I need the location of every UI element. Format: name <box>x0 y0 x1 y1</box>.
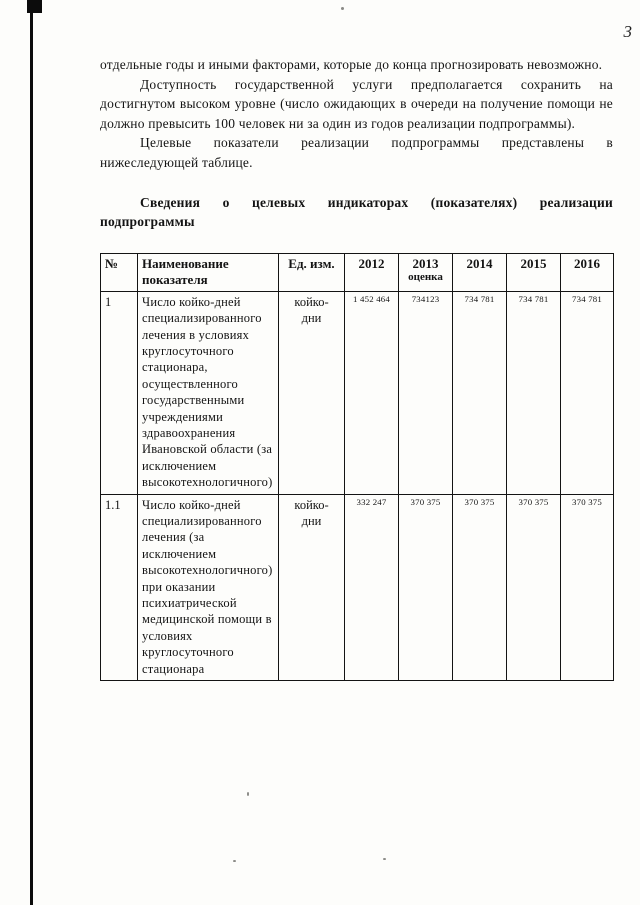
document-content <box>100 55 613 681</box>
value-2015: 370 375 <box>507 494 561 680</box>
year-2013-note: оценка <box>408 270 443 283</box>
indicator-unit <box>279 494 345 680</box>
paragraph-availability: Доступность государственной услуги предполагается сохранить на достигнутом высоком уровне (число ожидающих в очереди на получение помощи не должно превысить 100 человек ни за один из годов реализации подпрограммы). <box>100 76 613 131</box>
column-header-2013 <box>399 253 453 291</box>
value-2013: 734123 <box>399 291 453 494</box>
table-header-row <box>101 253 614 291</box>
value-2012: 1 452 464 <box>345 291 399 494</box>
value-2013: 370 375 <box>399 494 453 680</box>
row-number: 1 <box>101 291 138 494</box>
value-2014: 734 781 <box>453 291 507 494</box>
column-header-number: № <box>101 253 138 291</box>
column-header-2016: 2016 <box>561 253 614 291</box>
indicator-unit-text: койко-дни <box>294 294 329 325</box>
table-heading: Сведения о целевых индикаторах (показателях) реализации подпрограммы <box>100 194 613 230</box>
scan-speckle <box>233 860 236 862</box>
indicator-name: Число койко-дней специализированного лечения (за исключением высокотехнологичного) при оказании психиатрической медицинской помощи в условиях круглосуточного стационара <box>138 494 279 680</box>
value-2016: 370 375 <box>561 494 614 680</box>
value-2014: 370 375 <box>453 494 507 680</box>
column-header-name: Наименование показателя <box>138 253 279 291</box>
indicator-unit <box>279 291 345 494</box>
row-number: 1.1 <box>101 494 138 680</box>
column-header-2012: 2012 <box>345 253 399 291</box>
column-header-2014: 2014 <box>453 253 507 291</box>
year-2013-label: 2013 <box>412 255 439 271</box>
scan-corner-mark <box>27 0 42 13</box>
value-2012: 332 247 <box>345 494 399 680</box>
scan-speckle <box>383 858 386 860</box>
value-2015: 734 781 <box>507 291 561 494</box>
column-header-unit: Ед. изм. <box>279 253 345 291</box>
page-number: 3 <box>623 22 632 41</box>
paragraph-targets: Целевые показатели реализации подпрограммы представлены в нижеследующей таблице. <box>100 135 613 170</box>
indicator-name: Число койко-дней специализированного лечения в условиях круглосуточного стационара, осуществленного государственными учреждениями здравоохранения Ивановской области (за исключением высокотехнологичного) <box>138 291 279 494</box>
indicator-unit-text: койко-дни <box>294 497 329 528</box>
table-row <box>101 494 614 680</box>
paragraph-continuation: отдельные годы и иными факторами, которые до конца прогнозировать невозможно. <box>100 57 603 72</box>
scan-speckle <box>341 7 344 10</box>
indicators-table <box>100 253 614 681</box>
value-2016: 734 781 <box>561 291 614 494</box>
scan-edge-line <box>30 0 33 905</box>
table-row <box>101 291 614 494</box>
column-header-2015: 2015 <box>507 253 561 291</box>
scan-speckle <box>247 792 249 796</box>
